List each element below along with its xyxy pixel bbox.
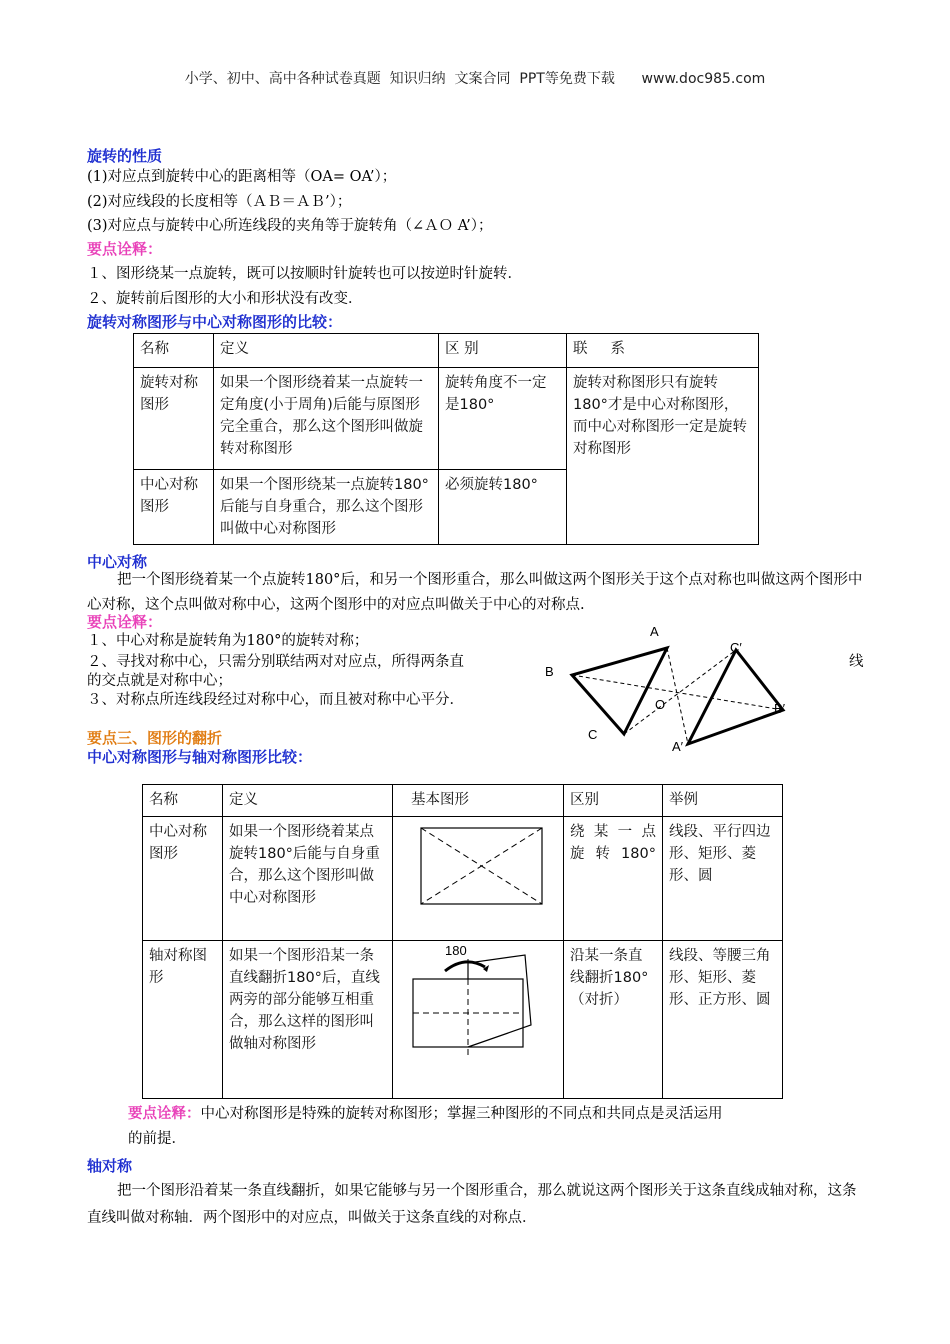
comparison-table-2 <box>142 784 783 1099</box>
summary-text: 中心对称图形是特殊的旋转对称图形；掌握三种图形的不同点和共同点是灵活运用 <box>200 1106 723 1122</box>
fold-arc <box>445 962 485 971</box>
label-c-prime: C′ <box>730 640 742 655</box>
table2-title: 中心对称图形与轴对称图形比较： <box>87 748 313 766</box>
rotation-property-3: (3)对应点与旋转中心所连线段的夹角等于旋转角（∠ＡＯ A’）； <box>87 218 493 234</box>
central-note-2-end: 线 <box>849 654 864 670</box>
table2-row2-name: 轴对称图形 <box>143 941 223 1099</box>
table2-header-definition: 定义 <box>223 785 393 817</box>
table1-row2-difference: 必须旋转180° <box>439 470 567 545</box>
table2-row2-difference: 沿某一条直线翻折180°（对折） <box>564 941 663 1099</box>
central-note-3: ３、对称点所连线段经过对称中心，而且被对称中心平分． <box>87 692 464 708</box>
table2-row2-figure <box>393 941 564 1099</box>
table2-row1-examples: 线段、平行四边形、矩形、菱形、圆 <box>663 817 783 941</box>
label-c: C <box>588 727 598 742</box>
table1-header-difference: 区 别 <box>439 334 567 368</box>
folded-part <box>468 955 531 1047</box>
rotation-note-1: １、图形绕某一点旋转，既可以按顺时针旋转也可以按逆时针旋转． <box>87 266 522 282</box>
summary-line-2: 的前提． <box>128 1131 186 1147</box>
segment-aa2 <box>667 648 688 744</box>
table2-header-difference: 区别 <box>564 785 663 817</box>
rotation-note-2: ２、旋转前后图形的大小和形状没有改变． <box>87 291 363 307</box>
table1-relation: 旋转对称图形只有旋转180°才是中心对称图形，而中心对称图形一定是旋转对称图形 <box>567 368 759 545</box>
table2-row2-definition: 如果一个图形沿某一条直线翻折180°后，直线两旁的部分能够互相重合，那么这样的图形叫做轴对称图形 <box>223 941 393 1099</box>
table1-row1-name: 旋转对称图形 <box>134 368 214 470</box>
table2-row2-examples: 线段、等腰三角形、矩形、菱形、正方形、圆 <box>663 941 783 1099</box>
table1-header-relation: 联 系 <box>567 334 759 368</box>
axial-symmetry-paragraph: 把一个图形沿着某一条直线翻折，如果它能够与另一个图形重合，那么就说这两个图形关于这条直线成轴对称，这条直线叫做对称轴．两个图形中的对应点，叫做关于这条直线的对称点． <box>87 1183 857 1226</box>
table2-row1-definition: 如果一个图形绕着某点旋转180°后能与自身重合，那么这个图形叫做中心对称图形 <box>223 817 393 941</box>
notes-title: 要点诠释： <box>87 240 163 258</box>
segment-bb2 <box>572 675 783 710</box>
comparison-table-1 <box>133 333 759 545</box>
central-note-2-cont: 的交点就是对称中心； <box>87 673 232 689</box>
central-notes-title: 要点诠释： <box>87 613 163 631</box>
fold-angle-label: 180 <box>445 943 467 958</box>
central-symmetry-paragraph: 把一个图形绕着某一个点旋转180°后，和另一个图形重合，那么叫做这两个图形关于这个点对称也叫做这两个图形中心对称，这个点叫做对称中心，这两个图形中的对应点叫做关于中心的对称点. <box>87 572 863 613</box>
table1-row1-definition: 如果一个图形绕着某一点旋转一定角度(小于周角)后能与原图形完全重合，那么这个图形叫做旋转对称图形 <box>214 368 439 470</box>
label-o: O <box>655 697 666 712</box>
segment-cc2 <box>624 650 736 734</box>
table1-row1-difference: 旋转角度不一定是180° <box>439 368 567 470</box>
table1-header-definition: 定义 <box>214 334 439 368</box>
central-note-2: ２、寻找对称中心，只需分别联结两对对应点，所得两条直 <box>87 654 464 670</box>
rotation-property-1: (1)对应点到旋转中心的距离相等（OA= OA’）； <box>87 169 397 185</box>
fold-figure <box>393 941 551 1091</box>
rotation-property-2: (2)对应线段的长度相等（ＡＢ＝ＡＢ’）； <box>87 194 352 210</box>
label-b-prime: B′ <box>774 701 786 716</box>
table2-row1-difference: 绕 某 一 点 旋 转 180° <box>564 817 663 941</box>
summary-label: 要点诠释： <box>128 1106 201 1122</box>
table2-header-name: 名称 <box>143 785 223 817</box>
axial-symmetry-title: 轴对称 <box>87 1157 133 1175</box>
label-b: B <box>545 664 554 679</box>
section3-title: 要点三、图形的翻折 <box>87 729 223 747</box>
table1-row2-name: 中心对称图形 <box>134 470 214 545</box>
table2-header-figure: 基本图形 <box>393 785 564 817</box>
table1-header-name: 名称 <box>134 334 214 368</box>
central-symmetry-title: 中心对称 <box>87 553 148 571</box>
triangle-abc <box>572 648 667 734</box>
label-a-prime: A′ <box>672 739 684 754</box>
rotation-properties-title: 旋转的性质 <box>87 147 163 165</box>
table2-row1-name: 中心对称图形 <box>143 817 223 941</box>
triangle-a2b2c2 <box>688 650 783 744</box>
central-note-1: １、中心对称是旋转角为180°的旋转对称； <box>87 633 369 649</box>
rectangle-diagonals-figure <box>393 817 551 933</box>
page-header: 小学、初中、高中各种试卷真题 知识归纳 文案合同 PPT等免费下载 www.doc985.com <box>184 71 766 87</box>
table1-row2-definition: 如果一个图形绕某一点旋转180°后能与自身重合，那么这个图形叫做中心对称图形 <box>214 470 439 545</box>
table2-header-examples: 举例 <box>663 785 783 817</box>
label-a: A <box>650 624 659 639</box>
central-symmetry-figure <box>540 618 800 758</box>
table1-title: 旋转对称图形与中心对称图形的比较： <box>87 313 343 331</box>
table2-row1-figure <box>393 817 564 941</box>
summary-line-1 <box>128 1103 723 1125</box>
